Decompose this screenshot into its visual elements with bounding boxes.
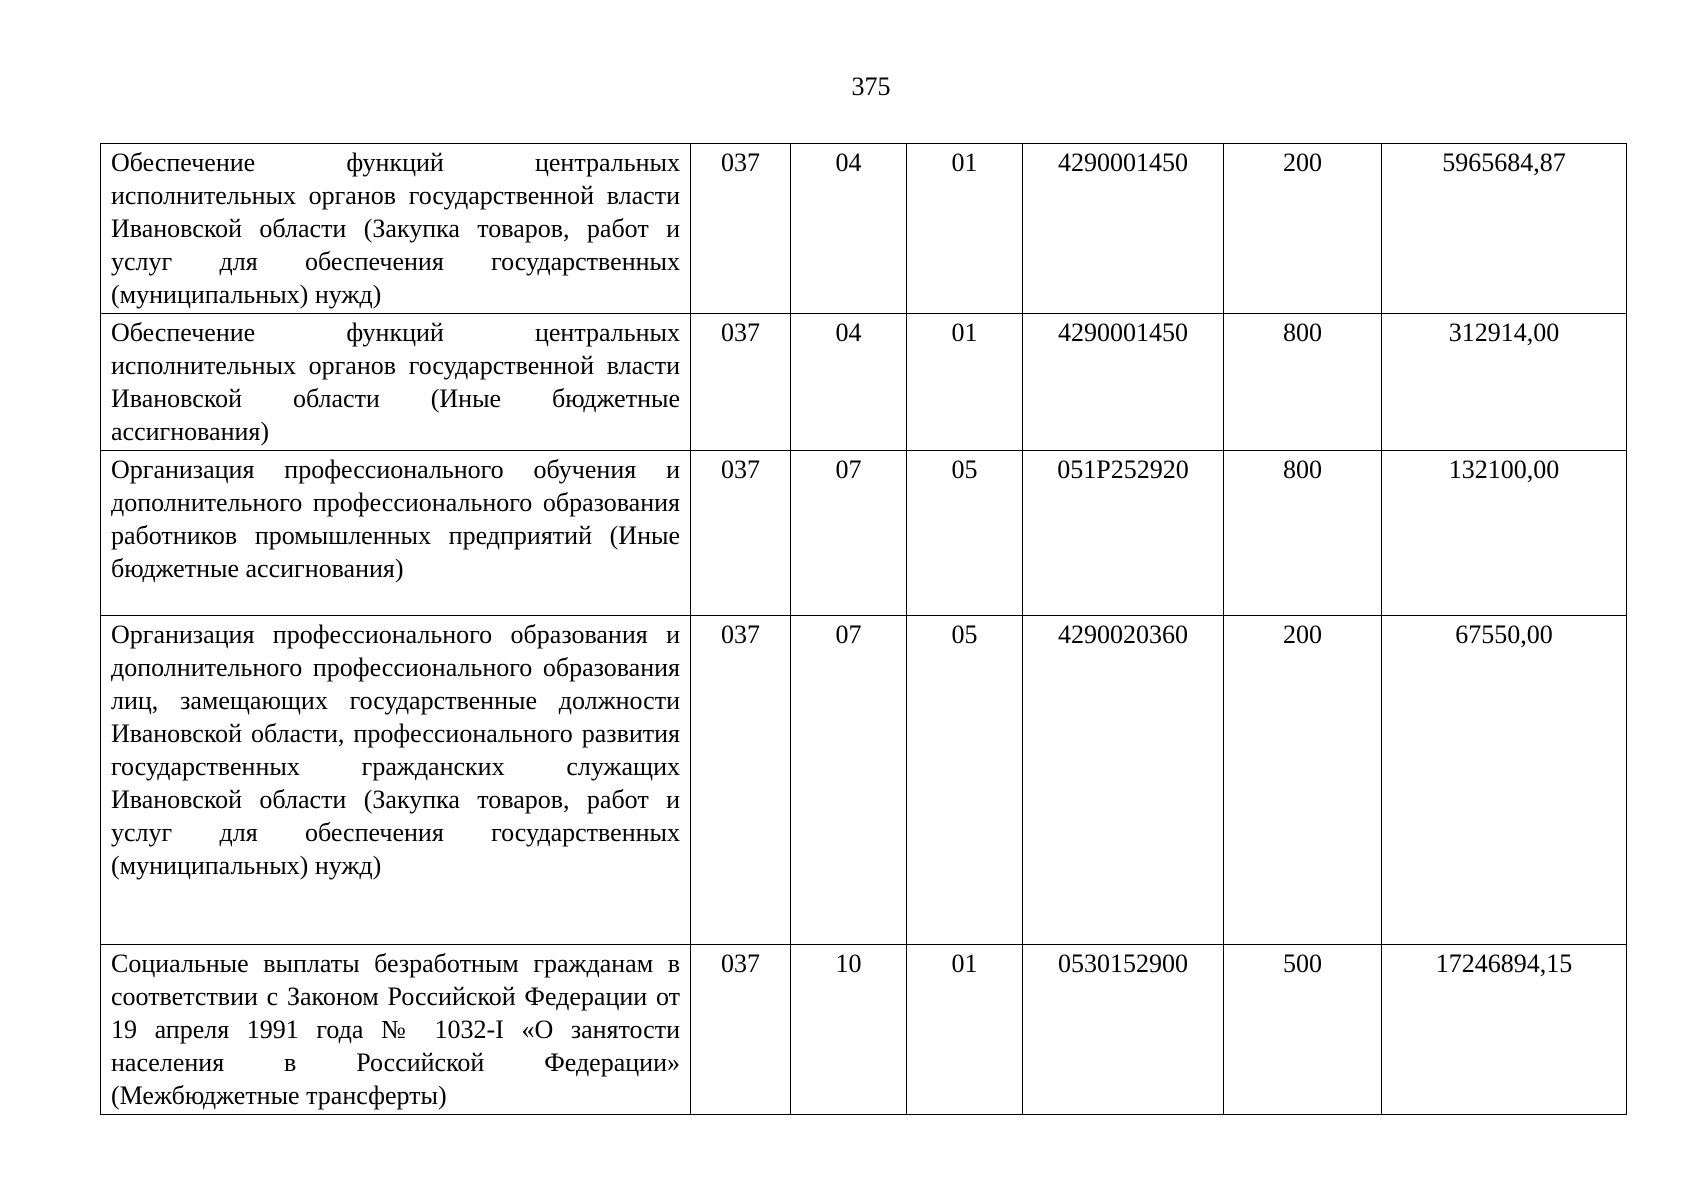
subsection-code: 01 — [907, 945, 1023, 1115]
expense-type-code: 800 — [1224, 451, 1382, 616]
amount-value: 5965684,87 — [1382, 144, 1627, 314]
row-description: Организация профессионального обучения и дополнительного профессионального образования работников промышленных предприятий (Иные бюджетные ассигнования) — [101, 451, 691, 616]
section-code: 04 — [791, 314, 907, 451]
expense-type-code: 200 — [1224, 144, 1382, 314]
ministry-code: 037 — [691, 945, 791, 1115]
amount-value: 132100,00 — [1382, 451, 1627, 616]
subsection-code: 05 — [907, 451, 1023, 616]
subsection-code: 01 — [907, 144, 1023, 314]
table-row — [101, 451, 1627, 616]
subsection-code: 05 — [907, 616, 1023, 945]
amount-value: 312914,00 — [1382, 314, 1627, 451]
section-code: 07 — [791, 451, 907, 616]
target-article-code: 4290020360 — [1023, 616, 1224, 945]
section-code: 10 — [791, 945, 907, 1115]
section-code: 04 — [791, 144, 907, 314]
row-description: Обеспечение функций центральных исполнительных органов государственной власти Ивановской области (Закупка товаров, работ и услуг для обеспечения государственных (муниципальных) нужд) — [101, 144, 691, 314]
target-article-code: 0530152900 — [1023, 945, 1224, 1115]
table-row — [101, 945, 1627, 1115]
target-article-code: 4290001450 — [1023, 314, 1224, 451]
amount-value: 67550,00 — [1382, 616, 1627, 945]
expense-type-code: 200 — [1224, 616, 1382, 945]
table-row — [101, 616, 1627, 945]
expense-type-code: 800 — [1224, 314, 1382, 451]
target-article-code: 051P252920 — [1023, 451, 1224, 616]
ministry-code: 037 — [691, 451, 791, 616]
table-row — [101, 144, 1627, 314]
ministry-code: 037 — [691, 314, 791, 451]
section-code: 07 — [791, 616, 907, 945]
row-description: Организация профессионального образования и дополнительного профессионального образования лиц, замещающих государственные должности Ивановской области, профессионального развития государственных гражданских служащих Ивановской области (Закупка товаров, работ и услуг для обеспечения государственных (муниципальных) нужд) — [101, 616, 691, 945]
page-number: 375 — [851, 72, 891, 101]
ministry-code: 037 — [691, 616, 791, 945]
budget-table — [100, 143, 1627, 1115]
ministry-code: 037 — [691, 144, 791, 314]
row-description: Социальные выплаты безработным гражданам в соответствии с Законом Российской Федерации от 19 апреля 1991 года № 1032-I «О занятости населения в Российской Федерации» (Межбюджетные трансферты) — [101, 945, 691, 1115]
target-article-code: 4290001450 — [1023, 144, 1224, 314]
amount-value: 17246894,15 — [1382, 945, 1627, 1115]
subsection-code: 01 — [907, 314, 1023, 451]
row-description: Обеспечение функций центральных исполнительных органов государственной власти Ивановской области (Иные бюджетные ассигнования) — [101, 314, 691, 451]
table-row — [101, 314, 1627, 451]
expense-type-code: 500 — [1224, 945, 1382, 1115]
